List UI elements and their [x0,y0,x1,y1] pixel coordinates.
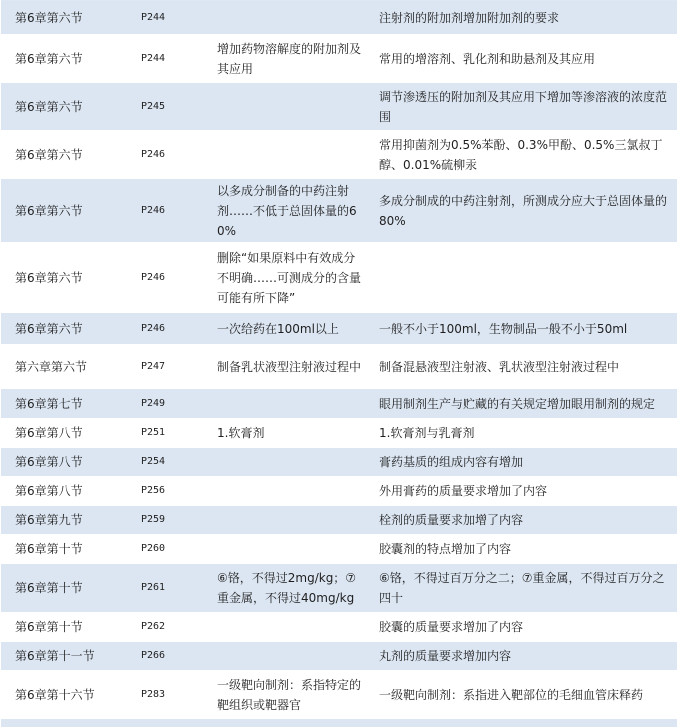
table-row [1,131,677,179]
page-text: P256 [141,485,166,496]
revised-text: 胶囊的质量要求增加了内容 [379,620,524,634]
chapter-text: 第6章第六节 [15,10,83,25]
table-row [1,477,677,506]
table-row [1,179,677,243]
revised-cell [379,1,669,34]
revised-cell [379,613,669,641]
revised-text: 膏药基质的组成内容有增加 [379,455,524,469]
revised-text: 多成分制成的中药注射剂，所测成分应大于总固体量的80% [379,193,668,228]
revised-text: 1.软膏剂与乳膏剂 [379,426,475,440]
original-cell [217,179,367,242]
revised-text: 制备混悬液型注射液、乳状液型注射液过程中 [379,359,620,374]
original-text: 增加药物溶解度的附加剂及其应用 [217,41,362,76]
table-bottom-strip [1,719,677,727]
table-row [1,389,677,419]
page-cell [141,131,211,178]
chapter-text: 第6章第十六节 [15,687,95,702]
chapter-text: 第6章第六节 [15,99,83,114]
revised-text: 丸剂的质量要求增加内容 [379,649,512,663]
page-cell [141,345,211,388]
chapter-cell [15,642,135,670]
chapter-cell [15,535,135,563]
revised-cell [379,477,669,505]
table-row [1,83,677,131]
page-text: P247 [141,360,166,372]
chapter-cell [15,35,135,82]
original-text: 以多成分制备的中药注射剂……不低于总固体量的60% [217,183,357,238]
page-text: P246 [141,322,166,334]
original-text: 删除“如果原料中有效成分不明确……可测成分的含量可能有所下降” [217,250,362,305]
revised-cell [379,419,669,447]
revised-text: 调节渗透压的附加剂及其应用下增加等渗溶液的浓度范围 [379,89,668,124]
chapter-cell [15,345,135,388]
page-cell [141,83,211,130]
revised-cell [379,389,669,418]
chapter-cell [15,243,135,312]
revised-cell [379,35,669,82]
revised-cell [379,313,669,344]
table-row [1,313,677,345]
chapter-text: 第六章第六节 [15,359,88,374]
table-row [1,243,677,313]
page-cell [141,535,211,563]
original-cell [217,535,367,563]
page-text: P262 [141,621,166,632]
original-cell [217,243,367,312]
page-text: P266 [141,650,166,661]
revised-text: 栓剂的质量要求加增了内容 [379,513,524,527]
chapter-cell [15,419,135,447]
chapter-text: 第6章第十节 [15,581,83,595]
chapter-cell [15,389,135,418]
chapter-cell [15,131,135,178]
chapter-cell [15,313,135,344]
page-cell [141,448,211,476]
table-row [1,448,677,477]
table-row [1,506,677,535]
revised-cell [379,506,669,534]
table-row [1,345,677,389]
page-cell [141,243,211,312]
page-text: P259 [141,514,166,525]
page-text: P251 [141,427,166,438]
page-text: P283 [141,688,166,700]
revision-table [1,0,677,719]
page-cell [141,419,211,447]
original-text: 一次给药在100ml以上 [217,321,339,336]
chapter-cell [15,506,135,534]
chapter-cell [15,83,135,130]
page-text: P249 [141,397,166,409]
chapter-text: 第6章第八节 [15,484,83,498]
revised-text: 常用抑菌剂为0.5%苯酚、0.3%甲酚、0.5%三氯叔丁醇、0.01%硫柳汞 [379,137,663,172]
original-cell [217,83,367,130]
chapter-cell [15,1,135,34]
revised-cell [379,671,669,718]
original-cell [217,313,367,344]
page-cell [141,613,211,641]
page-cell [141,564,211,612]
revised-cell [379,448,669,476]
revised-text: ⑥铬，不得过百万分之二；⑦重金属，不得过百万分之四十 [379,571,665,605]
revised-cell [379,345,669,388]
revised-cell [379,131,669,178]
page-cell [141,389,211,418]
chapter-cell [15,477,135,505]
table-row [1,671,677,719]
revised-cell [379,535,669,563]
chapter-text: 第6章第十节 [15,542,83,556]
table-row [1,642,677,671]
revised-text: 外用膏药的质量要求增加了内容 [379,484,548,498]
revised-cell [379,179,669,242]
chapter-text: 第6章第八节 [15,455,83,469]
page-text: P254 [141,456,166,467]
page-text: P246 [141,204,166,216]
page-cell [141,477,211,505]
chapter-text: 第6章第六节 [15,270,83,285]
chapter-text: 第6章第六节 [15,51,83,66]
page-text: P244 [141,52,166,64]
original-cell [217,345,367,388]
original-cell [217,35,367,82]
chapter-cell [15,564,135,612]
revised-cell [379,83,669,130]
original-cell [217,671,367,718]
chapter-cell [15,671,135,718]
page-cell [141,179,211,242]
page-text: P245 [141,100,166,112]
chapter-text: 第6章第九节 [15,513,83,527]
page-text: P244 [141,11,166,23]
table-row [1,564,677,613]
original-cell [217,419,367,447]
original-cell [217,642,367,670]
table-row [1,1,677,35]
original-text: 1.软膏剂 [217,426,265,440]
revised-text: 一级靶向制剂：系指进入靶部位的毛细血管床释药 [379,687,644,702]
page-text: P246 [141,271,166,283]
revised-text: 常用的增溶剂、乳化剂和助悬剂及其应用 [379,51,596,66]
revised-cell [379,642,669,670]
page-cell [141,642,211,670]
page-text: P246 [141,148,166,160]
chapter-text: 第6章第八节 [15,426,83,440]
chapter-cell [15,613,135,641]
original-text: 制备乳状液型注射液过程中 [217,359,362,374]
table-row [1,535,677,564]
original-cell [217,564,367,612]
original-cell [217,131,367,178]
table-row [1,613,677,642]
page-cell [141,313,211,344]
original-cell [217,613,367,641]
original-cell [217,477,367,505]
original-text: 一级靶向制剂：系指特定的靶组织或靶器官 [217,677,362,712]
chapter-text: 第6章第六节 [15,147,83,162]
chapter-text: 第6章第十一节 [15,649,95,663]
revised-cell [379,564,669,612]
revised-text: 胶囊剂的特点增加了内容 [379,542,512,556]
page-text: P261 [141,582,166,593]
chapter-text: 第6章第七节 [15,396,83,411]
original-text: ⑥铬，不得过2mg/kg；⑦重金属，不得过40mg/kg [217,571,357,605]
chapter-text: 第6章第六节 [15,321,83,336]
original-cell [217,389,367,418]
chapter-text: 第6章第十节 [15,620,83,634]
chapter-cell [15,448,135,476]
table-row [1,35,677,83]
page-text: P260 [141,543,166,554]
original-cell [217,1,367,34]
original-cell [217,506,367,534]
page-cell [141,506,211,534]
revised-cell [379,243,669,312]
original-cell [217,448,367,476]
page-cell [141,1,211,34]
chapter-cell [15,179,135,242]
revised-text: 注射剂的附加剂增加附加剂的要求 [379,10,560,25]
table-row [1,419,677,448]
page-cell [141,35,211,82]
revised-text: 眼用制剂生产与贮藏的有关规定增加眼用制剂的规定 [379,396,656,411]
page-cell [141,671,211,718]
chapter-text: 第6章第六节 [15,203,83,218]
revised-text: 一般不小于100ml，生物制品一般不小于50ml [379,321,628,336]
